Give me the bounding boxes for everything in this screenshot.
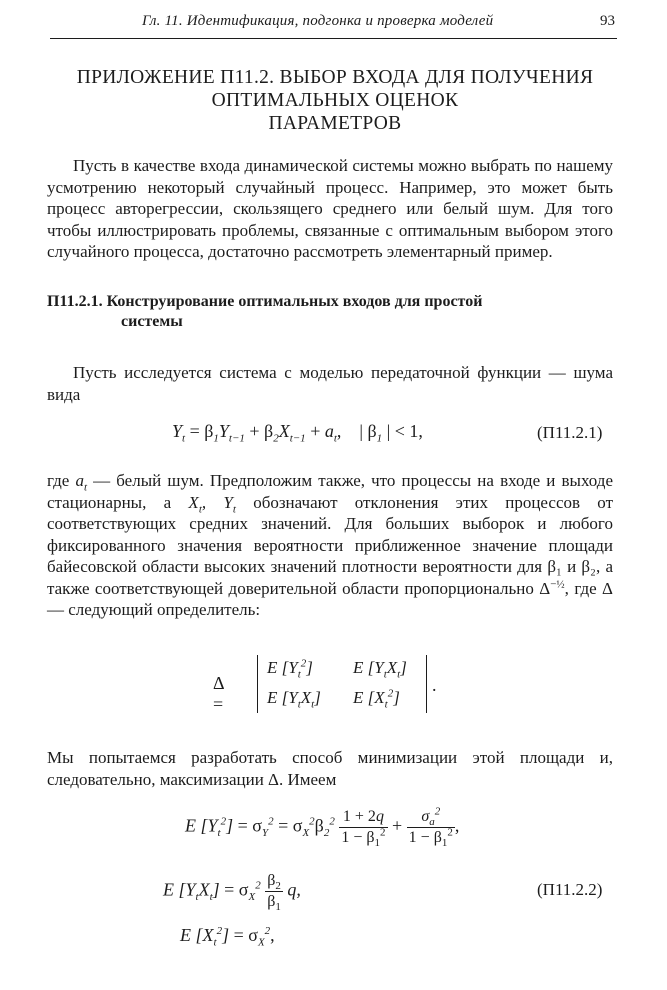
paragraph-method-text: Мы попытаемся разработать способ минимизации этой площади и, следовательно, максимизации Δ. Имеем xyxy=(47,748,613,789)
appendix-title-line-1: ПРИЛОЖЕНИЕ П11.2. ВЫБОР ВХОДА ДЛЯ ПОЛУЧЕНИЯ xyxy=(76,67,594,88)
paragraph-assumptions-d: где Δ — следующий определитель: xyxy=(47,578,613,619)
paragraph-model-text: Пусть исследуется система с моделью передаточной функции — шума вида xyxy=(47,363,613,404)
paragraph-assumptions: где $a_t$ — белый шум. Предположим также, что процессы на входе и выходе стационарны, а $X_t$, $Y_t$ обозначают отклонения этих процессов от соответствующих средних значений. Для больших выборок и любого фиксированного значения вероятности приближенное значение площади байесовской области высоких значений плотности вероятности для β₁ и β₂, а также соответствующей доверительной области пропорционально $\Delta^{-\frac{1}{2}}$, где Δ — следующий определитель: xyxy=(47,471,614,619)
equation-11-2-1: $Y_t = \beta_1Y_{t-1} + \beta_2X_{t-1} + a_t$, | $\beta_1$ | < 1, xyxy=(172,421,423,445)
running-head xyxy=(50,10,617,36)
paragraph-model xyxy=(47,362,613,405)
book-page: Гл. 11. Идентификация, подгонка и проверка моделей 93 ПРИЛОЖЕНИЕ П11.2. ВЫБОР ВХОДА ДЛЯ ПОЛУЧЕНИЯ ОПТИМАЛЬНЫХ ОЦЕНОК ПАРАМЕТРОВ Пусть в качестве входа динамической системы можно выбрать по нашему усмотрению некоторый случайный процесс. Например, это может быть процесс авторегрессии, скользящего среднего или белый шум. Для того чтобы иллюстрировать проблемы, связанные с оптимальным выбором этого случайного процесса, достаточно рассмотреть элементарный пример. П11.2.1. Конструирование оптимальных входов для простой системы Пусть исследуется система с моделью передаточной функции — шума вида $Y_t = \beta_1Y_{t-1} + \beta_2X_{t-1} + a_t$, | $\beta_1$ | < 1, (П11.2.1) где $a_t$ — белый шум. Предположим также, что процессы на входе и выходе стационарны, а $X_t$, $Y_t$ обозначают отклонения этих процессов от соответствующих средних значений. Для больших выборок и любого фиксированного значения вероятности приближенное значение площади байесовской области высоких значений плотности вероятности для β₁ и β₂, а также соответствующей доверительной области пропорционально $\Delta^{-\frac{1}{2}}$, где Δ — следующий определитель: Δ = E $[Y_t^2]$ E $[Y_tX_t]$ E $[Y_tX_t]$ E $[X_t^2]$ . Мы попытаемся разработать способ минимизации этой площади и, следовательно, максимизации Δ. Имеем E $[Y_t^2] = \sigma_Y^2 = \sigma_X^2\beta_2^2$ $\frac{1 + 2q}{1 - \beta_1^2}$ + $\frac{\sigma_a^2}{1 - \beta_1^2}$ , E $[Y_tX_t] = \sigma_X^2$ $\frac{\beta_2}{\beta_1}$ q, (П11.2.2) E $[X_t^2] = \sigma_X^2$, xyxy=(0,0,667,990)
section-heading xyxy=(47,292,613,332)
header-rule xyxy=(50,38,617,39)
section-title-line-2: системы xyxy=(121,313,183,330)
running-title: Гл. 11. Идентификация, подгонка и проверка моделей xyxy=(142,13,494,29)
equation-variance-y: E $[Y_t^2] = \sigma_Y^2 = \sigma_X^2\beta_2^2$ $\frac{1 + 2q}{1 - \beta_1^2}$ + $\frac{\sigma_a^2}{1 - \beta_1^2}$ , xyxy=(185,805,460,850)
section-number: П11.2.1. xyxy=(47,293,103,310)
paragraph-method xyxy=(47,747,613,790)
section-title-line-1: Конструирование оптимальных входов для простой xyxy=(106,293,483,310)
appendix-title xyxy=(55,66,615,135)
paragraph-assumptions-c: обозначают отклонения этих процессов от соответствующих средних значений. Для больших выборок и любого фиксированного значения вероятности приближенное значение площади байесовской области высоких значений плотности вероятности для β₁ и β₂, а также соответствующей доверительной области пропорционально xyxy=(47,492,613,598)
determinant-right-bar xyxy=(426,655,427,713)
appendix-title-line-3: ПАРАМЕТРОВ xyxy=(268,113,402,134)
equation-label-1: (П11.2.1) xyxy=(537,423,603,442)
intro-paragraph xyxy=(47,155,613,263)
appendix-title-line-2: ОПТИМАЛЬНЫХ ОЦЕНОК xyxy=(211,90,459,111)
equation-label-2: (П11.2.2) xyxy=(537,880,603,899)
equation-covariance: E $[Y_tX_t] = \sigma_X^2$ $\frac{\beta_2}{\beta_1}$ q, xyxy=(163,872,301,914)
page-number: 93 xyxy=(600,13,615,29)
paragraph-assumptions-a: где xyxy=(47,471,70,490)
equation-variance-x: E $[X_t^2] = \sigma_X^2$, xyxy=(180,925,275,949)
intro-text: Пусть в качестве входа динамической системы можно выбрать по нашему усмотрению некоторый случайный процесс. Например, это может быть процесс авторегрессии, скользящего среднего или белый шум. Для того чтобы иллюстрировать проблемы, связанные с оптимальным выбором этого случайного процесса, достаточно рассмотреть элементарный пример. xyxy=(47,156,613,261)
determinant-left-bar xyxy=(257,655,258,713)
paragraph-assumptions-b: — белый шум. Предположим также, что процессы на входе и выходе стационарны, а xyxy=(47,471,614,512)
